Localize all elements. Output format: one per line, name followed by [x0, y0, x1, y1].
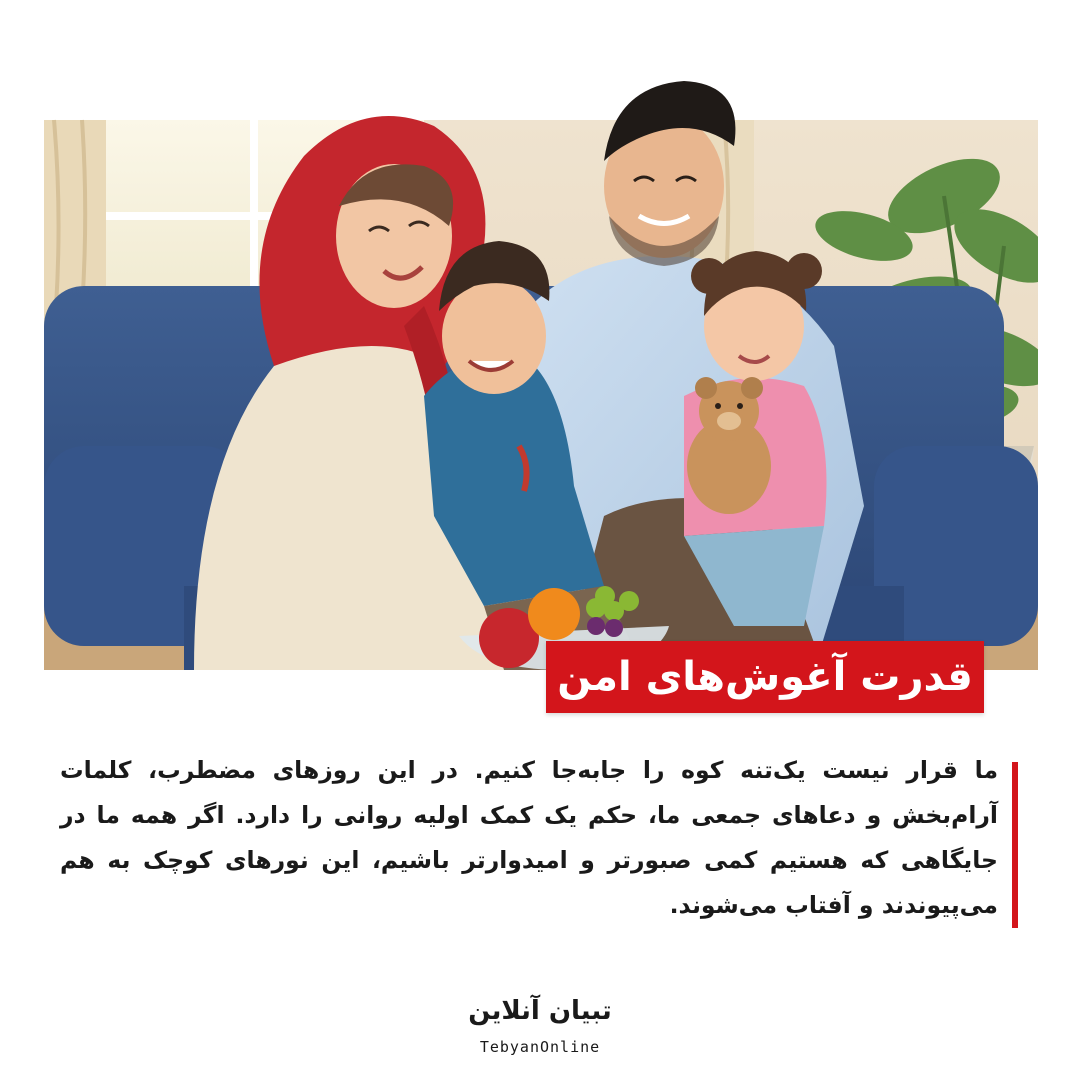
accent-bar — [1012, 762, 1018, 928]
logo-latin: TebyanOnline — [479, 1038, 601, 1056]
logo-persian: تبیان آنلاین — [468, 996, 612, 1026]
body-paragraph: ما قرار نیست یک‌تنه کوه را جابه‌جا کنیم. در این روزهای مضطرب، کلمات آرام‌بخش و دعاهای جمعی ما، حکم یک کمک اولیه روانی را دارد. اگر همه ما در جایگاهی که هستیم کمی صبورتر و امیدوارتر باشیم، این نورهای کوچک به هم می‌پیوندند و آفتاب می‌شوند. — [60, 756, 998, 919]
girl — [684, 251, 827, 626]
family-illustration — [44, 66, 1038, 670]
page-title: قدرت آغوش‌های امن — [557, 654, 973, 700]
title-badge — [546, 641, 984, 713]
